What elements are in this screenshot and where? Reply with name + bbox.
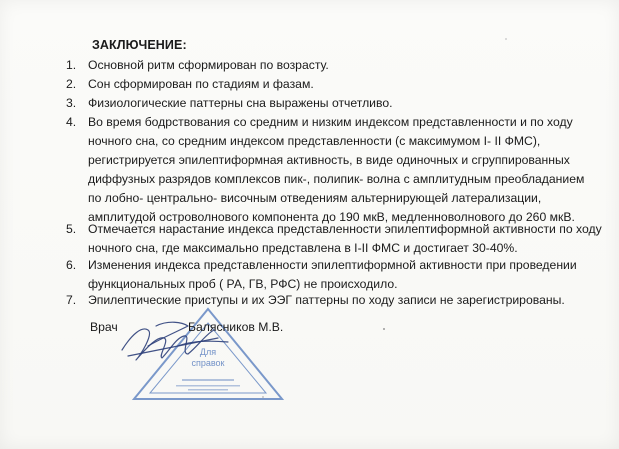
list-item <box>66 56 606 75</box>
item-number: 5. <box>66 222 77 236</box>
list-item <box>66 256 606 294</box>
item-number: 6. <box>66 258 77 272</box>
item-number: 7. <box>66 293 77 307</box>
item-text-line: Во время бодрствования со средним и низким индексом представленности и по ходу <box>88 115 573 129</box>
item-number: 1. <box>66 58 77 72</box>
item-text-line: Основной ритм сформирован по возрасту. <box>88 58 329 72</box>
list-item <box>66 75 606 94</box>
item-number: 2. <box>66 77 77 91</box>
list-item <box>66 220 606 258</box>
item-text-line: Эпилептические приступы и их ЭЭГ паттерны по ходу записи не зарегистрированы. <box>88 293 565 307</box>
item-text-line: Отмечается нарастание индекса представленности эпилептиформной активности по ходу <box>88 222 602 236</box>
item-text-line: ночного сна, со средним индексом представленности (с максимумом I- II ФМС), <box>88 134 541 148</box>
list-item <box>66 113 606 227</box>
item-text-line: регистрируется эпилептиформная активность, в виде одиночных и сгруппированных <box>88 153 570 167</box>
conclusion-heading: ЗАКЛЮЧЕНИЕ: <box>92 38 187 52</box>
scan-speck <box>383 328 385 330</box>
scan-speck <box>262 396 264 398</box>
item-text-line: амплитудой островолнового компонента до 190 мкВ, медленноволнового до 260 мкВ. <box>88 210 575 224</box>
item-text-line: Изменения индекса представленности эпилептиформной активности при проведении <box>88 258 577 272</box>
item-number: 3. <box>66 96 77 110</box>
stamp-text-line: Для <box>199 347 217 357</box>
item-text-line: функциональных проб ( РА, ГВ, РФС) не происходило. <box>88 277 398 291</box>
item-text-line: диффузных разрядов комплексов пик-, полипик- волна с амплитудным преобладанием <box>88 172 585 186</box>
item-text-line: Сон сформирован по стадиям и фазам. <box>88 77 314 91</box>
signer-role: Врач <box>90 320 118 334</box>
scan-speck <box>505 38 507 40</box>
item-text-line: Физиологические паттерны сна выражены отчетливо. <box>88 96 393 110</box>
stamp-text-line: справок <box>191 358 225 368</box>
doctor-name: Балясников М.В. <box>188 320 284 334</box>
item-text-line: ночного сна, где максимально представлена в I-II ФМС и достигает 30-40%. <box>88 241 518 255</box>
signature-row <box>90 320 490 340</box>
item-number: 4. <box>66 115 77 129</box>
item-text-line: по лобно- центрально- височным отведениям альтернирующей латерализации, <box>88 191 542 205</box>
list-item <box>66 94 606 113</box>
